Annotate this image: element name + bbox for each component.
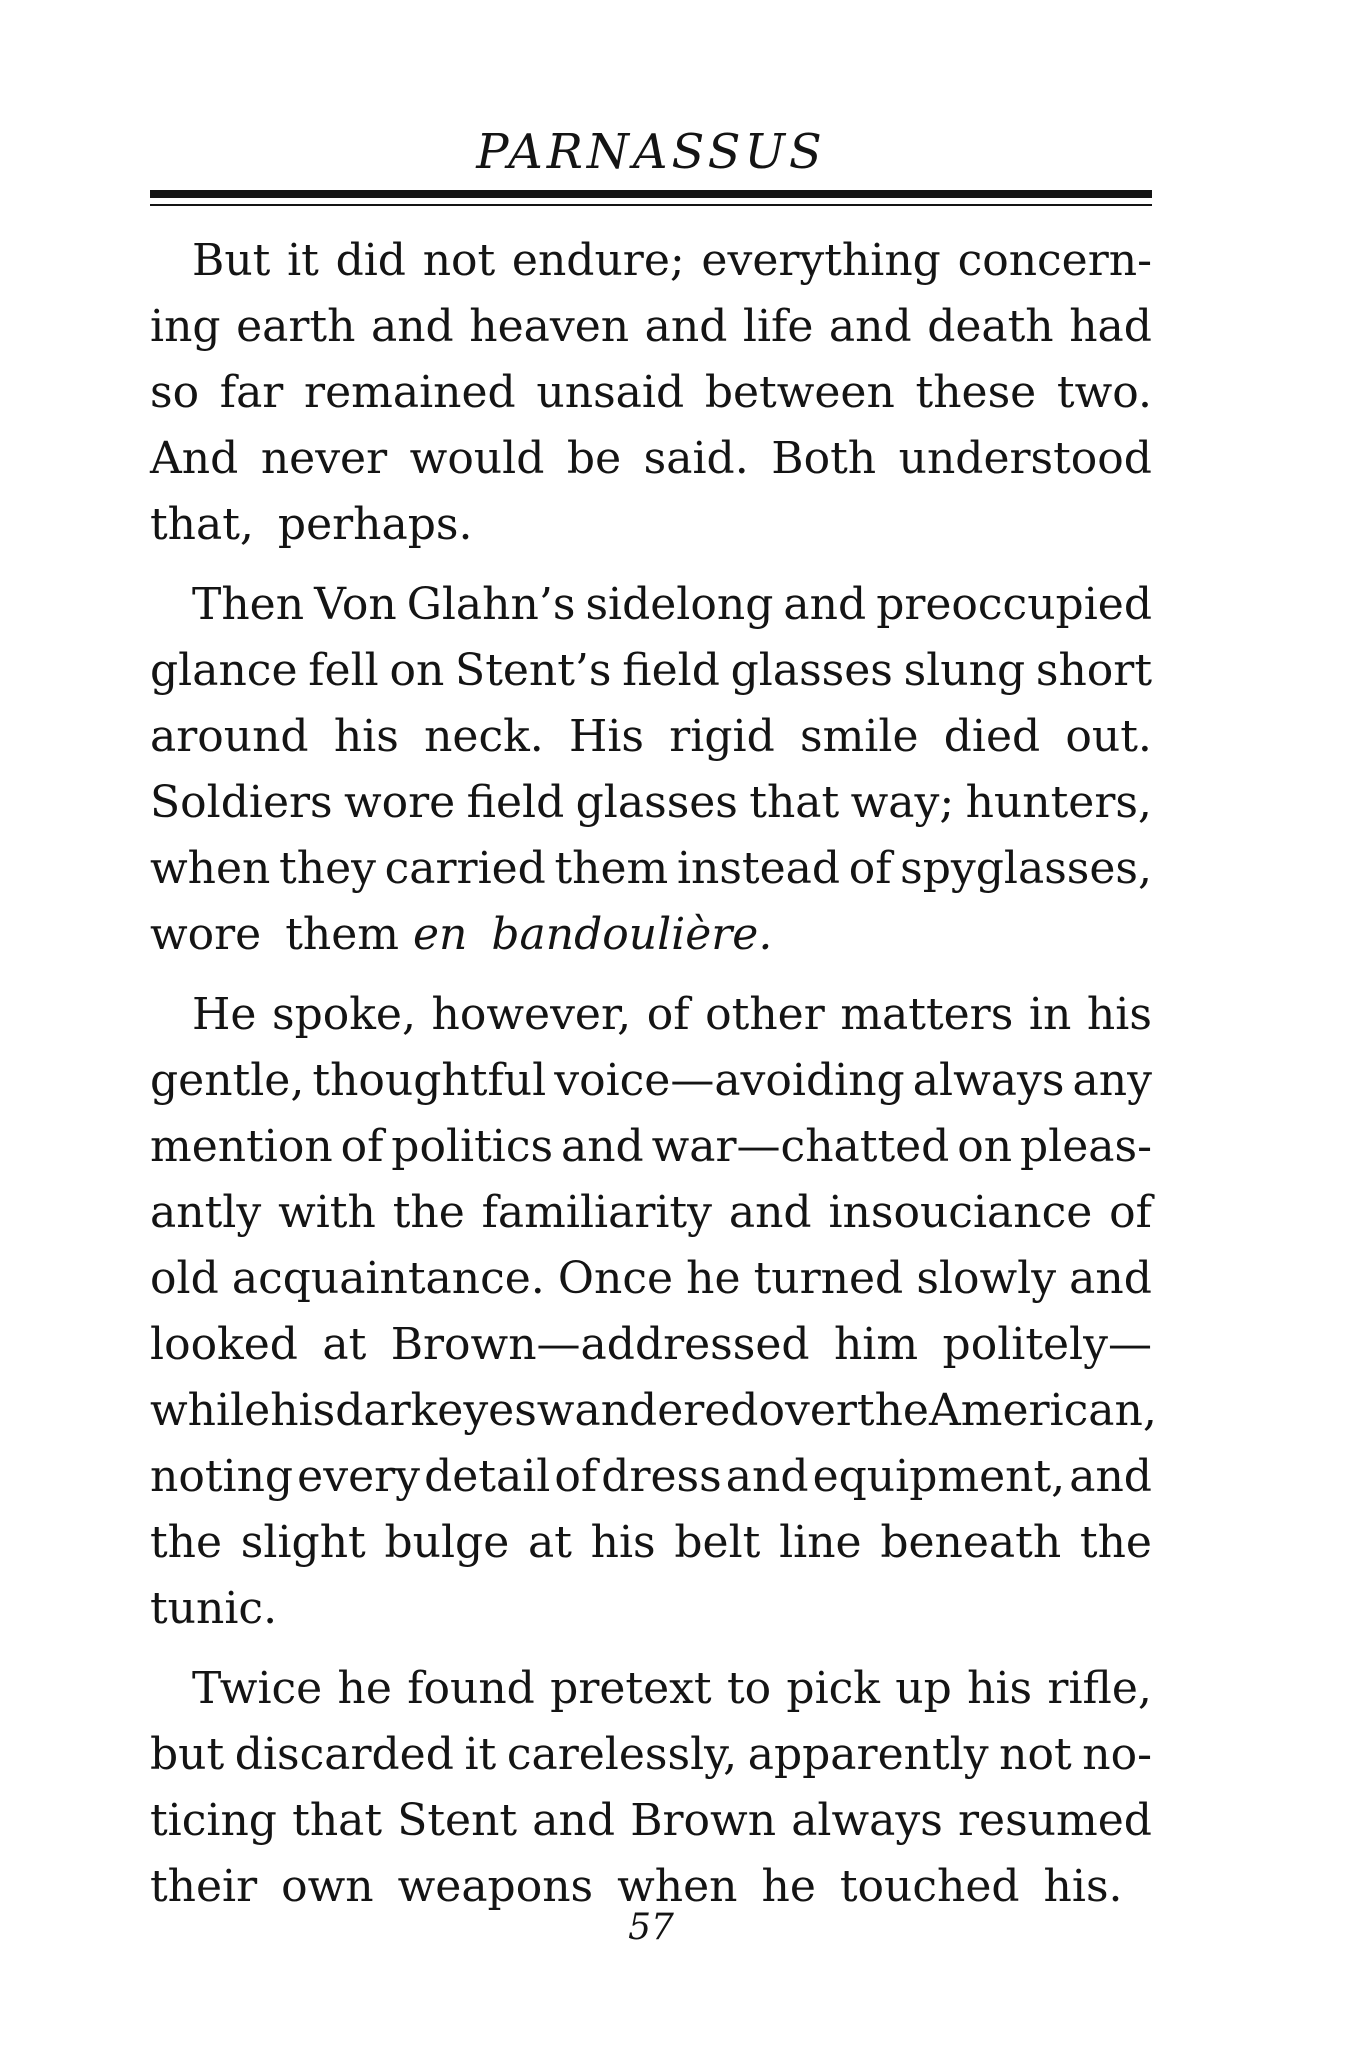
- text-line: antly with the familiarity and insouciance of: [150, 1187, 1152, 1238]
- text-line: gentle, thoughtful voice—avoiding always any: [150, 1055, 1152, 1106]
- paragraph: [150, 1656, 1152, 1920]
- text-line: so far remained unsaid between these two.: [150, 367, 1152, 418]
- text-line: while his dark eyes wandered over the American,: [150, 1385, 1157, 1436]
- text-line: their own weapons when he touched his.: [150, 1861, 1123, 1912]
- header-rule-thick: [150, 190, 1152, 198]
- text-line: Twice he found pretext to pick up his rifle,: [192, 1663, 1152, 1714]
- text-line: And never would be said. Both understood: [150, 433, 1152, 484]
- text-line: Soldiers wore field glasses that way; hunters,: [150, 777, 1152, 828]
- italic-phrase: en bandoulière.: [413, 909, 773, 960]
- text-line: Then Von Glahn’s sidelong and preoccupied: [192, 579, 1152, 630]
- text-line: mention of politics and war—chatted on pleas-: [150, 1121, 1152, 1172]
- text-line: glance fell on Stent’s field glasses slung short: [150, 645, 1152, 696]
- text-line: old acquaintance. Once he turned slowly and: [150, 1253, 1152, 1304]
- text-line: the slight bulge at his belt line beneath the: [150, 1517, 1152, 1568]
- text-line: But it did not endure; everything concern-: [192, 235, 1152, 286]
- text-line: ticing that Stent and Brown always resumed: [150, 1795, 1152, 1846]
- paragraph: [150, 572, 1152, 968]
- running-head: PARNASSUS: [476, 124, 826, 180]
- page-number: 57: [628, 1907, 674, 1948]
- text-line: when they carried them instead of spyglasses,: [150, 843, 1152, 894]
- text-line: that, perhaps.: [150, 499, 473, 550]
- paragraph: [150, 982, 1157, 1642]
- paragraph: [150, 228, 1152, 558]
- text-line: looked at Brown—addressed him politely—: [150, 1319, 1152, 1370]
- text-line: ing earth and heaven and life and death had: [150, 301, 1152, 352]
- text-line: but discarded it carelessly, apparently not no-: [150, 1729, 1152, 1780]
- header-rule-thin: [150, 204, 1152, 206]
- body-text: [150, 228, 1157, 1934]
- text-line: wore them en bandoulière.: [150, 902, 1152, 968]
- text-line: He spoke, however, of other matters in his: [192, 989, 1152, 1040]
- text-line: noting every detail of dress and equipment, and: [150, 1451, 1152, 1502]
- text-line: tunic.: [150, 1583, 278, 1634]
- text-line: around his neck. His rigid smile died out.: [150, 711, 1152, 762]
